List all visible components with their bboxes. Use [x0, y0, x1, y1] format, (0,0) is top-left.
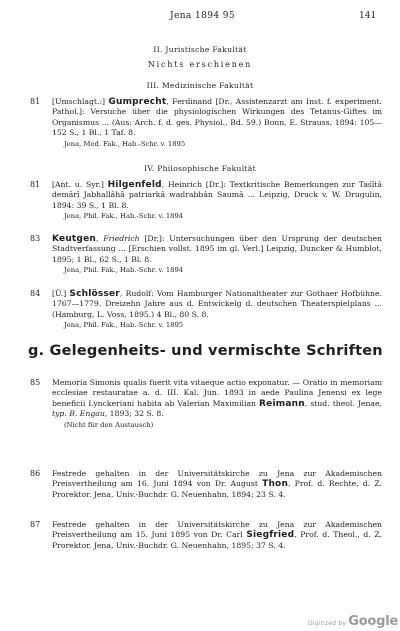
entry-text: , stud. theol. Jenae, — [304, 398, 383, 408]
entry-text: , Prof. d. Rechte, d. Z. Prorektor. Jena, Univ.-Buchdr. G. Neuenhahn, 1894; 23 S. 4. — [52, 479, 382, 499]
entry-number: 86 — [30, 469, 41, 478]
google-logo: Google — [348, 614, 399, 629]
entry-author: Reimann — [259, 398, 305, 409]
entry-number: 81 — [30, 180, 41, 189]
entry-prefix: [Ant. u. Syr.] — [52, 180, 108, 189]
entry-body — [52, 378, 382, 430]
entry-note: Jena, Phil. Fak., Hab.-Schr. v. 1894 — [64, 212, 184, 221]
entry-text: [Dr.]: Untersuchungen über den Ursprung der deutschen Stadtverfassung ... [Erschien vollst. 1895 im gl. Verl.] Leipzig, Duncker & Humblot, 1895; 1 Bl., 62 S., 1 Bl. 8. — [52, 234, 383, 264]
entry-text: , Heinrich [Dr.]: Textkritische Bemerkungen zur Taśîtâ demârî Jabhallâhâ patriarkâ wadrabbân Saumâ ... Leipzig, Druck v. W. Drugulin, 1894: 39 S., 1 Bl. 8. — [52, 180, 382, 210]
faculty-heading-philosophy: IV. Philosophische Fakultät — [144, 164, 256, 173]
nothing-appeared-note: Nichts erschienen — [147, 60, 253, 69]
faculty-heading-law: II. Juristische Fakultät — [153, 45, 247, 54]
entry-text: Memoria Simonis qualis fuerit vita vitaeque actio exponatur. — Oratio in memoriam ecclesiae restauratae a. d. III. Kal. Jun. 1893 in aede Paulina Jenensi ex lege beneficii Lynckeriani habita ab Valerian Maximilian — [52, 378, 382, 408]
entry-number: 83 — [30, 234, 41, 243]
entry-text: Festrede gehalten in der Universitätskirche zu Jena zur Akademischen Preisvertheilung am 16. Juni 1894 von Dr. August — [52, 469, 382, 489]
entry-number: 85 — [30, 378, 41, 387]
page-number: 141 — [359, 11, 377, 21]
entry-author: Gumprecht — [108, 97, 167, 107]
entry-body — [52, 97, 382, 149]
entry-number: 84 — [30, 289, 41, 298]
entry-note: Jena, Phil. Fak., Hab.-Schr. v. 1895 — [64, 321, 184, 330]
entry-forename: , Friedrich — [95, 234, 140, 243]
watermark-prefix: Digitized by — [308, 620, 349, 627]
entry-body — [52, 469, 382, 500]
entry-prefix: [Umschlagt.:] — [52, 97, 109, 106]
entry-number: 81 — [30, 97, 41, 106]
running-head-title: Jena 1894 95 — [170, 11, 235, 21]
entry-body — [52, 234, 382, 276]
entry-body — [52, 289, 382, 331]
entry-body — [52, 180, 382, 222]
entry-text: Festrede gehalten in der Universitätskirche zu Jena zur Akademischen Preisvertheilung am 15. Juni 1895 von Dr. Carl — [52, 520, 382, 540]
entry-number: 87 — [30, 520, 41, 529]
faculty-heading-medicine: III. Medizinische Fakultät — [146, 81, 254, 90]
entry-body — [52, 520, 382, 551]
entry-text: , Rudolf: Vom Hamburger Nationaltheater zur Gothaer Hofbühne. 1767—1779. Dreizehn Jahre aus d. Entwickelg d. deutschen Theaterspielplans ... (Hamburg, L. Voss, 1895.) 4 Bl., 80 S. 8. — [52, 289, 382, 319]
entry-prefix: [Ü.] — [52, 289, 70, 298]
entry-author: Hilgenfeld — [107, 180, 162, 190]
entry-author: Keutgen — [52, 234, 96, 244]
entry-text: , 1893; 32 S. 8. — [104, 409, 164, 419]
entry-text: , Ferdinand [Dr., Assistenzarzt am Inst. f. experiment. Pathol.]: Versuche über die physiologischen Wirkungen des Tetanus-Giftes im Organismus ... (Aus: Arch. f. d. ges. Physiol., Bd. 59.) Bonn, E. Strauss, 1894: 105—152 S., 1 Bl., 1 Taf. 8. — [52, 97, 382, 138]
entry-author: Schlösser — [69, 289, 120, 299]
section-heading: g. Gelegenheits- und vermischte Schriften — [28, 343, 383, 359]
entry-author: Thon — [262, 479, 289, 490]
running-head — [0, 10, 400, 26]
entry-printer: typ. B. Engau — [52, 409, 105, 419]
entry-text: , Prof. d. Theol., d. Z. Prorektor. Jena, Univ.-Buchdr. G. Neuenhahn, 1895; 37 S. 4. — [52, 530, 382, 550]
entry-note: (Nicht für den Austausch) — [64, 420, 154, 429]
digitized-watermark — [308, 610, 398, 629]
entry-author: Siegfried — [246, 530, 295, 541]
entry-note: Jena, Phil. Fak., Hab.-Schr. v. 1894 — [64, 266, 184, 275]
entry-note: Jena, Med. Fak., Hab.-Schr. v. 1895 — [64, 139, 186, 148]
